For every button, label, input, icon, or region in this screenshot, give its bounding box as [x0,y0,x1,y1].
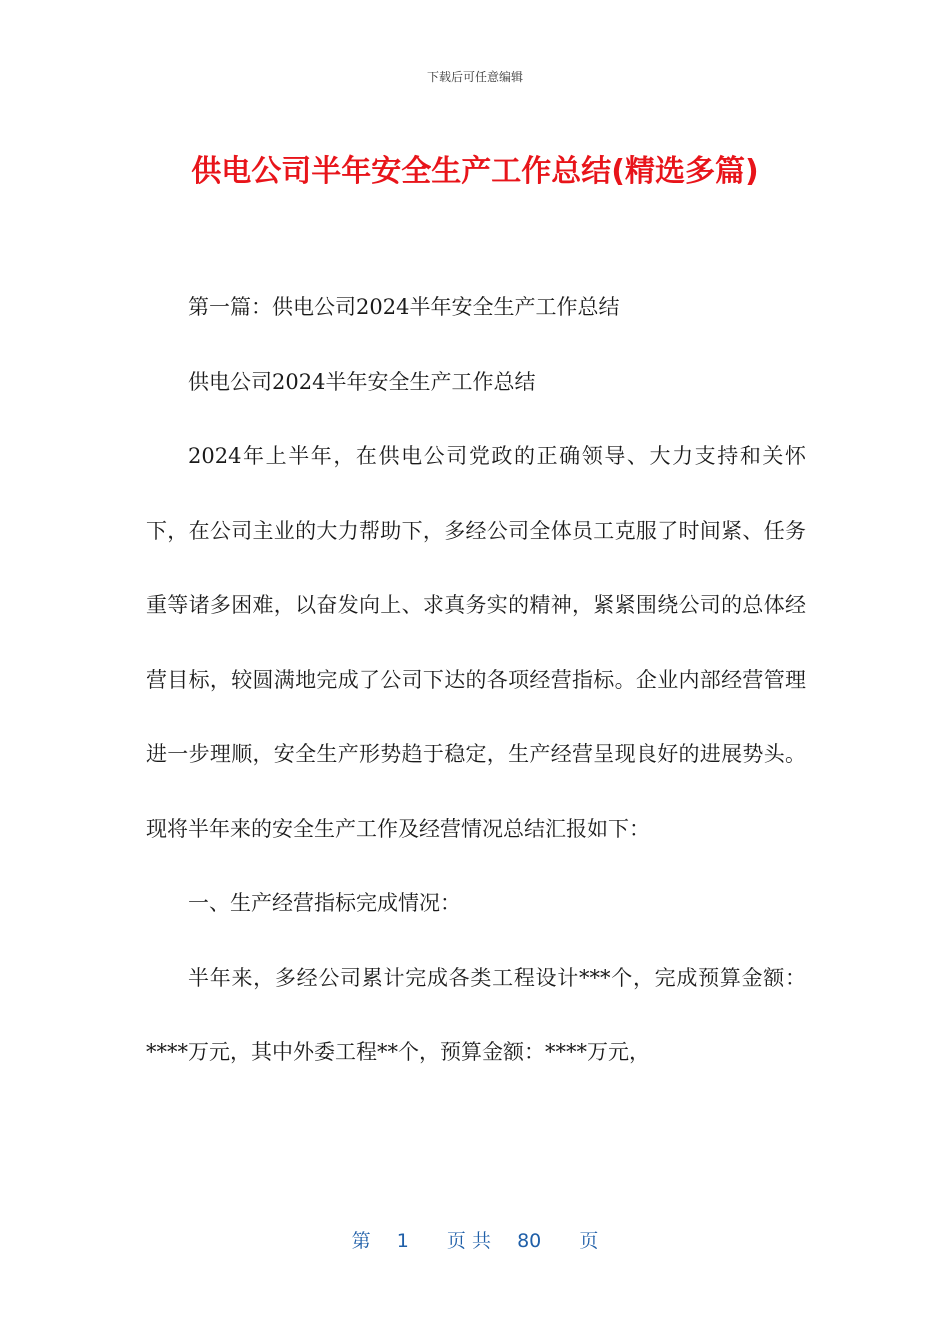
footer-total-pages: 80 [517,1230,542,1252]
paragraph-subtitle: 供电公司2024半年安全生产工作总结 [188,369,536,394]
paragraph-section-heading: 第一篇：供电公司2024半年安全生产工作总结 [188,295,620,319]
footer-middle: 页 共 [446,1230,491,1252]
paragraph-section-one-body: 半年来，多经公司累计完成各类工程设计***个，完成预算金额：****万元，其中外委工程**个，预算金额：****万元， [146,965,806,1064]
page-footer [0,1226,950,1253]
footer-page-number: 1 [396,1230,409,1252]
document-body [146,270,806,1090]
header-note: 下载后可任意编辑 [426,70,523,84]
paragraph-section-one-heading: 一、生产经营指标完成情况： [188,891,461,915]
footer-suffix: 页 [579,1230,599,1252]
paragraph-intro: 2024年上半年，在供电公司党政的正确领导、大力支持和关怀下，在公司主业的大力帮助下，多经公司全体员工克服了时间紧、任务重等诸多困难，以奋发向上、求真务实的精神，紧紧围绕公司的总体经营目标，较圆满地完成了公司下达的各项经营指标。企业内部经营管理进一步理顺，安全生产形势趋于稳定，生产经营呈现良好的进展势头。现将半年来的安全生产工作及经营情况总结汇报如下： [146,444,806,841]
footer-prefix: 第 [351,1230,371,1252]
document-title: 供电公司半年安全生产工作总结(精选多篇) [191,154,759,189]
